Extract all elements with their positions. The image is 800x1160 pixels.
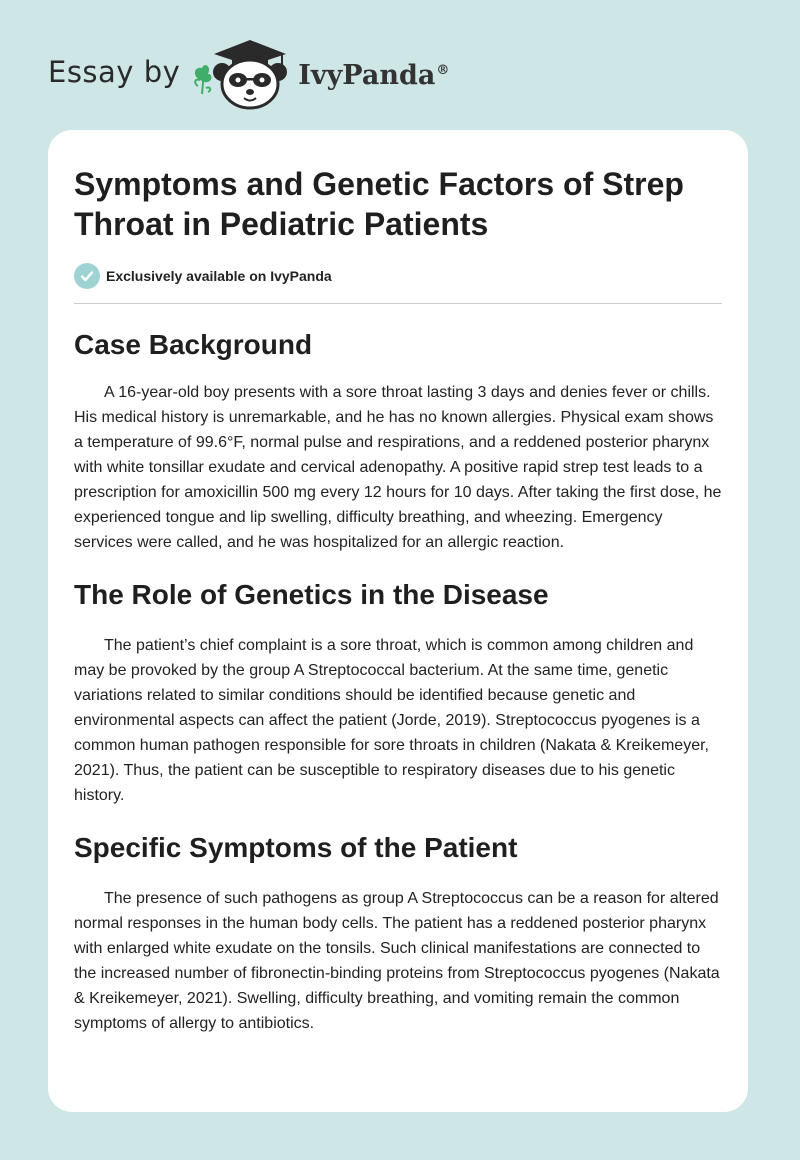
section-paragraph: A 16-year-old boy presents with a sore throat lasting 3 days and denies fever or chills. His medical history is unremarkable, and he has no known allergies. Physical exam shows a temperature of 99.6°F, normal pulse and respirations, and a reddened posterior pharynx with white tonsillar exudate and cervical adenopathy. A positive rapid strep test leads to a prescription for amoxicillin 500 mg every 12 hours for 10 days. After taking the first dose, he experienced tongue and lip swelling, difficulty breathing, and wheezing. Emergency services were called, and he was hospitalized for an allergic reaction. <box>74 384 722 551</box>
section-specific-symptoms <box>74 831 722 1036</box>
section-heading: Specific Symptoms of the Patient <box>74 832 518 863</box>
section-heading: Case Background <box>74 329 313 360</box>
brand-name-text: IvyPanda <box>298 59 436 91</box>
exclusive-badge-label: Exclusively available on IvyPanda <box>106 268 332 284</box>
section-genetics-role <box>74 578 722 808</box>
section-paragraph: The presence of such pathogens as group A Streptococcus can be a reason for altered normal responses in the human body cells. The patient has a reddened posterior pharynx with enlarged white exudate on the tonsils. Such clinical manifestations are connected to the increased number of fibronectin-binding proteins from Streptococcus pyogenes (Nakata & Kreikemeyer, 2021). Swelling, difficulty breathing, and vomiting remain the common symptoms of allergy to antibiotics. <box>74 890 720 1032</box>
page-title: Symptoms and Genetic Factors of Strep Throat in Pediatric Patients <box>74 166 684 242</box>
exclusive-badge <box>74 262 722 290</box>
essay-card <box>48 130 748 1112</box>
title-divider <box>74 303 722 304</box>
brand-name[interactable] <box>298 60 449 91</box>
ivy-leaf-icon <box>195 65 212 94</box>
panda-graduate-logo[interactable] <box>188 32 296 112</box>
section-paragraph: The patient’s chief complaint is a sore throat, which is common among children and may be provoked by the group A Streptococcal bacterium. At the same time, genetic variations related to similar conditions should be identified because genetic and environmental aspects can affect the patient (Jorde, 2019). Streptococcus pyogenes is a common human pathogen responsible for sore throats in children (Nakata & Kreikemeyer, 2021). Thus, the patient can be susceptible to respiratory diseases due to his genetic history. <box>74 637 709 804</box>
section-heading: The Role of Genetics in the Disease <box>74 579 549 610</box>
check-badge-icon <box>74 263 100 289</box>
registered-mark: ® <box>436 62 450 78</box>
brand-prefix: Essay by <box>48 55 181 89</box>
site-header <box>48 32 449 112</box>
section-case-background <box>74 328 722 555</box>
